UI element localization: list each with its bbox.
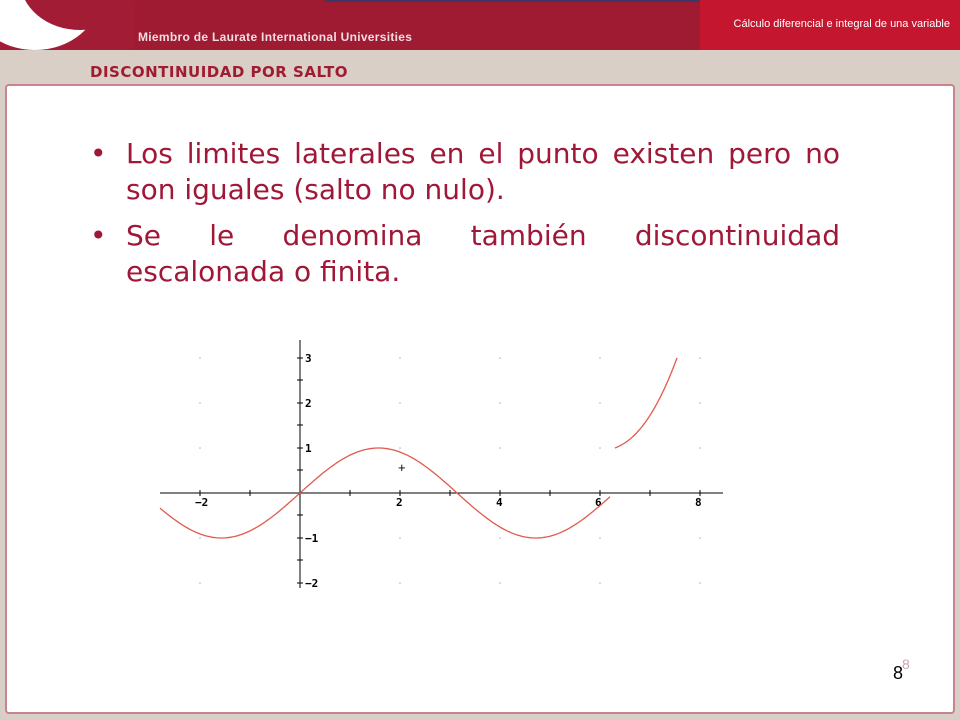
- grid-dot: [499, 357, 501, 359]
- course-title-box: [700, 0, 960, 50]
- x-tick-label: 2: [396, 496, 403, 509]
- bullet-list: [88, 136, 840, 300]
- header-bar: [0, 0, 960, 50]
- bullet-dot-icon: •: [90, 219, 107, 252]
- grid-dot: [599, 537, 601, 539]
- grid-dot: [699, 537, 701, 539]
- y-tick-label: 1: [305, 442, 312, 455]
- grid-dot: [599, 447, 601, 449]
- bullet-item: [88, 136, 840, 208]
- grid-dot: [499, 582, 501, 584]
- grid-dot: [599, 402, 601, 404]
- grid-dot: [499, 537, 501, 539]
- grid-dot: [199, 447, 201, 449]
- bullet-text: Se le denomina también discontinuidad escalonada o finita.: [126, 219, 840, 288]
- bullet-text: Los limites laterales en el punto existen pero no son iguales (salto no nulo).: [126, 137, 840, 206]
- x-tick-label: −2: [195, 496, 209, 509]
- grid-dot: [399, 357, 401, 359]
- page-number-ghost: 8: [902, 656, 910, 672]
- grid-dot: [399, 447, 401, 449]
- grid-dot: [199, 357, 201, 359]
- page-number: 8: [893, 663, 904, 683]
- exponential-curve: [615, 358, 677, 448]
- graph-grid: [199, 357, 701, 584]
- grid-dot: [499, 447, 501, 449]
- grid-dot: [199, 402, 201, 404]
- grid-dot: [499, 402, 501, 404]
- grid-dot: [599, 357, 601, 359]
- grid-dot: [699, 582, 701, 584]
- grid-dot: [399, 537, 401, 539]
- grid-dot: [599, 582, 601, 584]
- section-title: DISCONTINUIDAD POR SALTO: [90, 63, 348, 81]
- university-logo: [0, 0, 135, 50]
- y-tick-label: −1: [305, 532, 319, 545]
- grid-dot: [699, 402, 701, 404]
- header-divider: [325, 0, 700, 2]
- member-text: Miembro de Laurate International Universities: [138, 30, 413, 44]
- x-tick-label: 6: [595, 496, 602, 509]
- grid-dot: [399, 582, 401, 584]
- grid-dot: [699, 357, 701, 359]
- y-tick-label: 3: [305, 352, 312, 365]
- course-title: Cálculo diferencial e integral de una variable: [733, 18, 950, 30]
- x-tick-label: 4: [496, 496, 503, 509]
- grid-dot: [199, 582, 201, 584]
- bullet-dot-icon: •: [90, 137, 107, 170]
- function-graph: [155, 330, 730, 595]
- x-tick-label: 8: [695, 496, 702, 509]
- y-tick-label: −2: [305, 577, 319, 590]
- grid-dot: [699, 447, 701, 449]
- grid-dot: [199, 537, 201, 539]
- bullet-item: [88, 218, 840, 290]
- grid-dot: [399, 402, 401, 404]
- plus-marker: +: [398, 460, 406, 475]
- y-tick-label: 2: [305, 397, 312, 410]
